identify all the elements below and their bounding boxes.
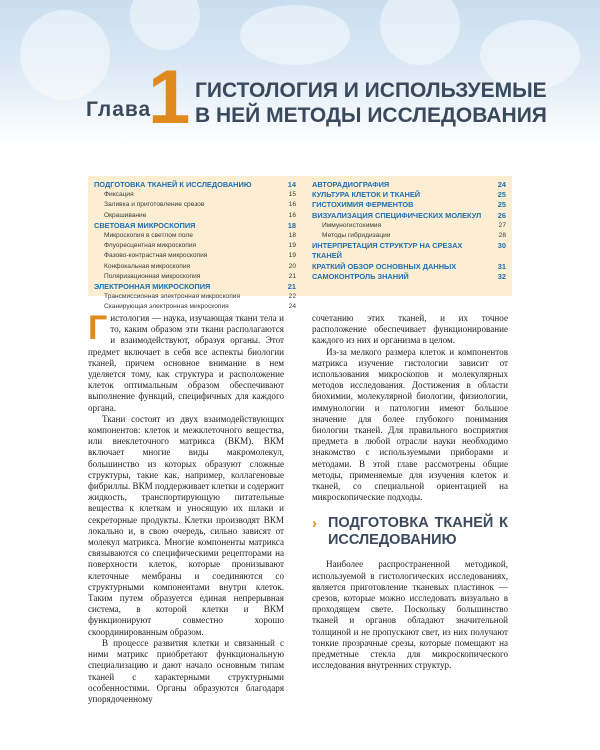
toc-entry-page: 16 xyxy=(288,201,296,209)
toc-entry-title: Конфокальная микроскопия xyxy=(104,262,191,270)
toc-entry-title: Заливка и приготовление срезов xyxy=(104,201,205,209)
toc-entry-title: Фазово-контрастная микроскопия xyxy=(104,252,208,260)
decorative-cell-shape xyxy=(240,5,350,65)
paragraph-text: истология — наука, изучающая ткани тела и то, каким образом эти ткани располагаются и взаимодействуют, образуя органы. Этот предмет включает в себя все аспекты биологии тканей, причем основное внимание в нем уделяется тому, как структура и расположение клеток оптимальным образом обеспечивают выполнение функций, специфичных для каждого органа. xyxy=(88,313,284,413)
paragraph: сочетанию этих тканей, и их точное расположение обеспечивает функционирование каждого из них и организма в целом. xyxy=(312,313,508,346)
toc-entry-page: 28 xyxy=(498,232,506,240)
decorative-cell-shape xyxy=(20,10,110,100)
toc-entry xyxy=(94,292,296,302)
toc-entry-page: 21 xyxy=(288,272,296,280)
toc-entry-title: Методы гибридизации xyxy=(322,232,391,240)
toc-entry-page: 19 xyxy=(288,242,296,250)
toc-entry-title: Сканирующая электронная микроскопия xyxy=(104,303,229,311)
toc-entry-title: САМОКОНТРОЛЬ ЗНАНИЙ xyxy=(312,271,409,281)
toc-entry-page: 25 xyxy=(497,200,506,210)
toc-entry-title: ИНТЕРПРЕТАЦИЯ СТРУКТУР НА СРЕЗАХ ТКАНЕЙ xyxy=(312,241,463,261)
table-of-contents xyxy=(88,176,512,311)
toc-entry-title: Иммуногистохимия xyxy=(322,221,382,229)
toc-entry xyxy=(94,221,296,231)
toc-entry xyxy=(312,262,506,272)
paragraph: Из-за мелкого размера клеток и компонентов матрикса изучение гистологии зависит от использования микроскопов и молекулярных методов исследования. Достижения в области биохимии, молекулярной биологии, физиологии, иммунологии и патологии имеют большое значение для более глубокого понимания биологии тканей. Для правильного восприятия предмета в любой отрасли науки необходимо знакомство с используемыми приборами и методами. В этой главе рассмотрены общие методы, применяемые для изучения клеток и тканей, со специальной ориентацией на микроскопические подходы. xyxy=(312,346,508,503)
toc-entry xyxy=(312,231,506,241)
toc-entry xyxy=(312,211,506,221)
toc-entry xyxy=(94,211,296,221)
toc-entry-title: Фиксация xyxy=(104,191,134,199)
toc-entry-title: Поляризационная микроскопия xyxy=(104,272,201,280)
toc-entry xyxy=(94,302,296,312)
toc-entry xyxy=(312,221,506,231)
chapter-title-line: В НЕЙ МЕТОДЫ ИССЛЕДОВАНИЯ xyxy=(195,104,547,127)
toc-entry-page: 26 xyxy=(497,210,506,220)
toc-entry-page: 31 xyxy=(497,261,506,271)
toc-entry xyxy=(94,180,296,190)
toc-entry xyxy=(94,241,296,251)
chapter-title xyxy=(195,78,595,128)
toc-entry xyxy=(94,251,296,261)
section-heading-text: ПОДГОТОВКА ТКАНЕЙ К ИССЛЕДОВАНИЮ xyxy=(328,515,508,549)
toc-entry xyxy=(94,262,296,272)
toc-entry-title: ГИСТОХИМИЯ ФЕРМЕНТОВ xyxy=(312,200,414,210)
toc-entry-page: 16 xyxy=(288,211,296,219)
toc-entry-title: Флуоресцентная микроскопия xyxy=(104,242,197,250)
paragraph: Ткани состоят из двух взаимодействующих компонентов: клеток и межклеточного вещества, или внеклеточного матрикса (ВКМ). ВКМ включает многие виды макромолекул, большинство из которых образуют сложные структуры, такие как, например, коллагеновые фибриллы. ВКМ поддерживает клетки и содержит жидкость, транспортирующую питательные вещества к клеткам и уносящую их шлаки и секреторные продукты. Клетки производят ВКМ локально и, в свою очередь, сильно зависят от молекул матрикса. Многие компоненты матрикса связываются со специфическими рецепторами на поверхности клеток, которые пронизывают клеточные мембраны и соединяются со структурными компонентами внутри клеток. Таким путем образуется единая непрерывная система, в которой клетки и ВКМ функционируют совместно хорошо скоординированным образом. xyxy=(88,413,284,637)
toc-entry xyxy=(94,272,296,282)
toc-entry-title: СВЕТОВАЯ МИКРОСКОПИЯ xyxy=(94,220,196,230)
toc-entry xyxy=(94,282,296,292)
toc-entry xyxy=(312,200,506,210)
toc-entry-page: 25 xyxy=(497,190,506,200)
toc-left-column xyxy=(94,180,296,313)
toc-entry-title: КУЛЬТУРА КЛЕТОК И ТКАНЕЙ xyxy=(312,190,421,200)
toc-entry-page: 18 xyxy=(288,232,296,240)
toc-entry-title: Окрашивание xyxy=(104,211,147,219)
paragraph xyxy=(88,309,284,414)
toc-entry-page: 24 xyxy=(288,303,296,311)
toc-entry-title: ВИЗУАЛИЗАЦИЯ СПЕЦИФИЧЕСКИХ МОЛЕКУЛ xyxy=(312,210,482,220)
toc-entry-title: Микроскопия в светлом поле xyxy=(104,232,193,240)
body-column-left xyxy=(88,309,284,705)
toc-entry-page: 20 xyxy=(288,262,296,270)
toc-entry-page: 21 xyxy=(287,282,296,292)
toc-entry xyxy=(312,190,506,200)
toc-entry-title: ЭЛЕКТРОННАЯ МИКРОСКОПИЯ xyxy=(94,282,211,292)
toc-right-column xyxy=(312,180,506,282)
toc-entry xyxy=(94,200,296,210)
toc-entry xyxy=(312,272,506,282)
paragraph: В процессе развития клетки и связанный с ними матрикс приобретают функциональную специализацию и дают начало основным типам тканей с характерными структурными особенностями. Органы образуются благодаря упорядоченному xyxy=(88,637,284,704)
toc-entry-page: 18 xyxy=(287,220,296,230)
chapter-title-line: ГИСТОЛОГИЯ И ИСПОЛЬЗУЕМЫЕ xyxy=(195,79,547,102)
body-column-right xyxy=(312,313,508,671)
toc-entry xyxy=(312,180,506,190)
toc-entry-page: 14 xyxy=(287,180,296,189)
toc-entry-title: Трансмиссионная электронная микроскопия xyxy=(104,293,241,301)
paragraph: Наиболее распространенной методикой, используемой в гистологических исследованиях, является приготовление тканевых пластинок — срезов, которые можно исследовать визуально в проходящем свете. Поскольку большинство тканей и органов обладают значительной толщиной и не пропускают свет, из них получают тонкие прозрачные срезы, которые помещают на предметные стекла для микроскопического исследования внутренних структур. xyxy=(312,559,508,671)
toc-entry-title: КРАТКИЙ ОБЗОР ОСНОВНЫХ ДАННЫХ xyxy=(312,261,457,271)
decorative-cell-shape xyxy=(380,0,460,65)
chevron-right-icon: › xyxy=(312,515,317,533)
chapter-label: Глава xyxy=(86,98,152,121)
toc-entry-page: 27 xyxy=(498,221,506,229)
section-heading xyxy=(312,515,508,549)
toc-entry-page: 19 xyxy=(288,252,296,260)
toc-entry xyxy=(312,241,506,261)
drop-cap: Г xyxy=(88,309,108,347)
toc-entry-title: ПОДГОТОВКА ТКАНЕЙ К ИССЛЕДОВАНИЮ xyxy=(94,180,252,189)
toc-entry-page: 30 xyxy=(497,241,506,251)
toc-entry xyxy=(94,190,296,200)
toc-entry-page: 22 xyxy=(288,293,296,301)
toc-entry-title: АВТОРАДИОГРАФИЯ xyxy=(312,180,390,189)
decorative-cell-shape xyxy=(130,0,200,50)
toc-entry-page: 24 xyxy=(497,180,506,189)
toc-entry xyxy=(94,231,296,241)
toc-entry-page: 32 xyxy=(497,271,506,281)
toc-entry-page: 15 xyxy=(288,191,296,199)
chapter-number: 1 xyxy=(148,55,191,140)
